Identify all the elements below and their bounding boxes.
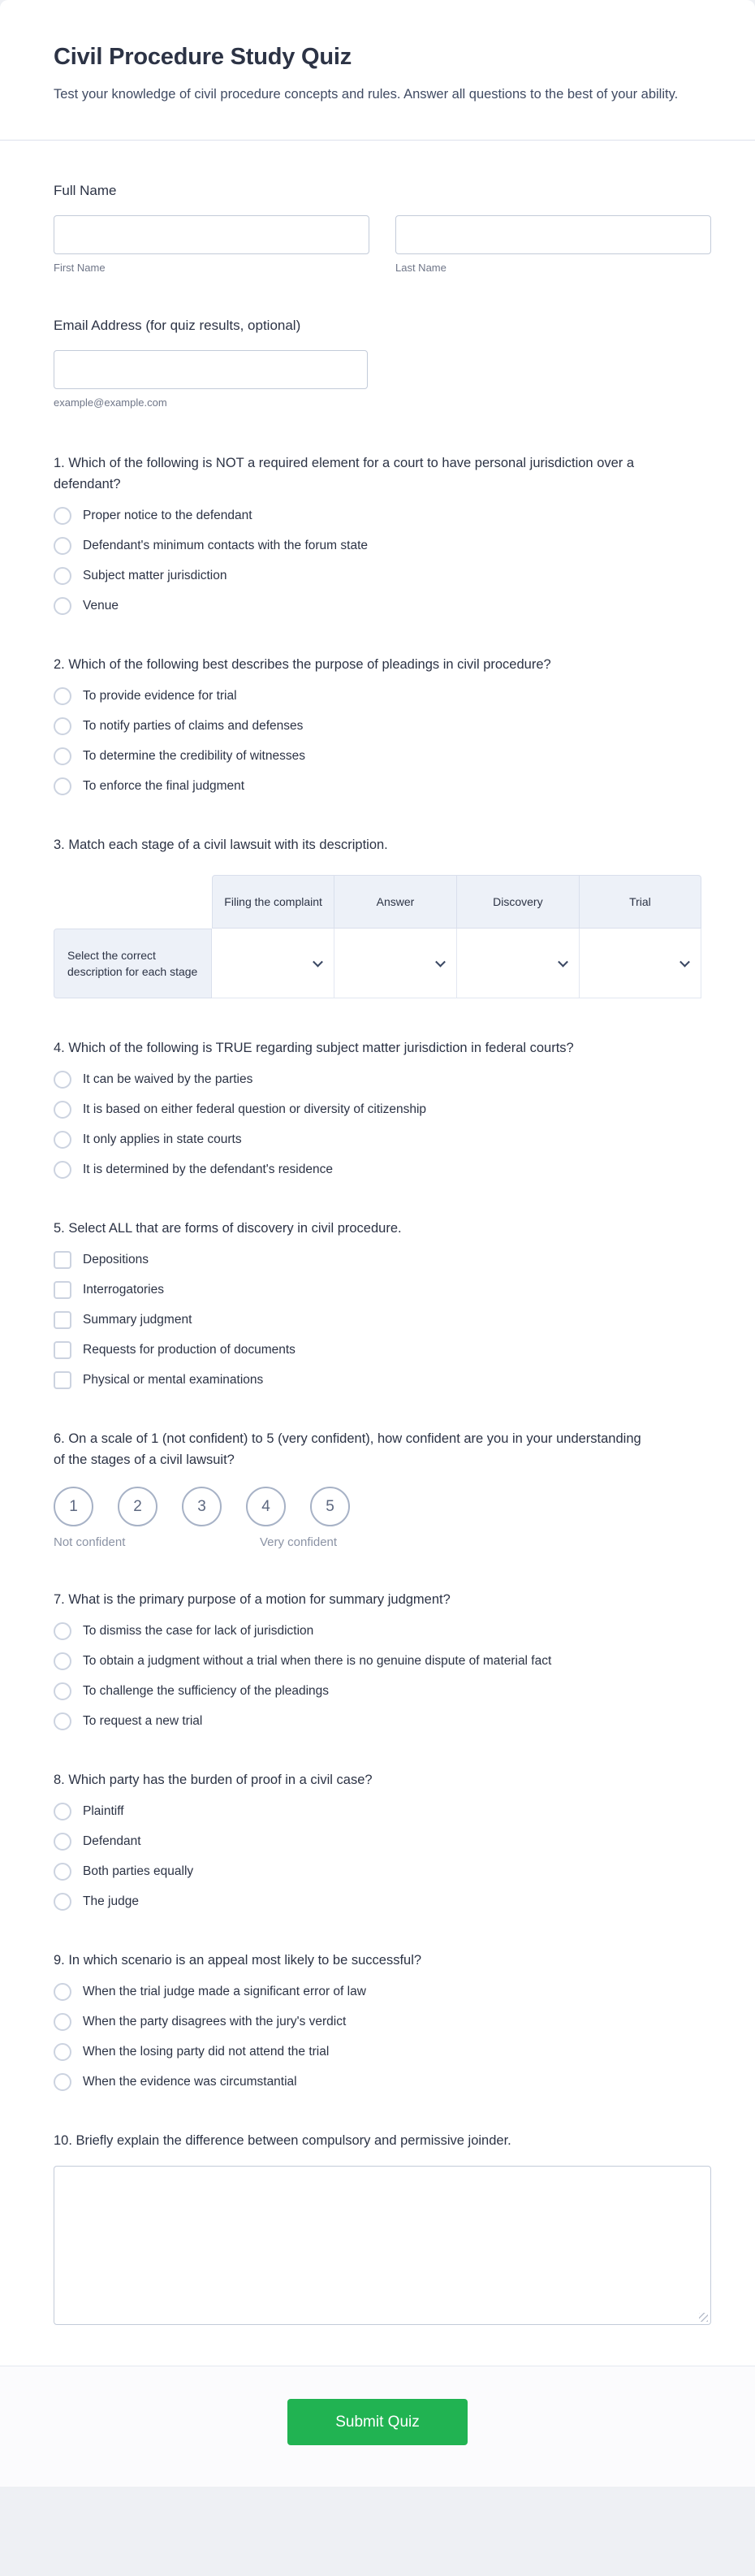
scale-max-label: Very confident (260, 1535, 338, 1549)
radio-input[interactable] (54, 1071, 71, 1089)
radio-input[interactable] (54, 2013, 71, 2031)
option-label: It can be waived by the parties (83, 1072, 253, 1086)
radio-input[interactable] (54, 1101, 71, 1119)
question-title: 5. Select ALL that are forms of discovery in civil procedure. (54, 1221, 402, 1236)
option-label: It is based on either federal question or diversity of citizenship (83, 1102, 427, 1116)
email-label: Email Address (for quiz results, optional) (54, 318, 301, 333)
email-input[interactable] (54, 350, 368, 389)
radio-option[interactable] (54, 777, 701, 795)
radio-input[interactable] (54, 1863, 71, 1881)
radio-input[interactable] (54, 1803, 71, 1821)
question-block-q9 (54, 1950, 701, 2091)
radio-option[interactable] (54, 1652, 701, 1670)
radio-input[interactable] (54, 1161, 71, 1179)
checkbox-input[interactable] (54, 1251, 71, 1269)
scale-option-3[interactable]: 3 (182, 1487, 222, 1526)
option-label: To request a new trial (83, 1714, 203, 1728)
form-body (0, 141, 755, 2366)
option-label: To enforce the final judgment (83, 779, 245, 793)
option-label: Subject matter jurisdiction (83, 569, 227, 582)
checkbox-option[interactable] (54, 1281, 701, 1299)
full-name-label: Full Name (54, 183, 117, 198)
question-block-q5 (54, 1218, 701, 1389)
radio-input[interactable] (54, 567, 71, 585)
question-title: 6. On a scale of 1 (not confident) to 5 (very confident), how confident are you in your understanding of the stages of a civil lawsuit? (54, 1431, 641, 1467)
scale-option-2[interactable]: 2 (118, 1487, 157, 1526)
checkbox-input[interactable] (54, 1341, 71, 1359)
matrix-select[interactable] (580, 929, 701, 998)
question-block-q6 (54, 1428, 701, 1550)
scale-min-label: Not confident (54, 1535, 126, 1549)
option-label: Defendant (83, 1834, 141, 1848)
option-label: Venue (83, 599, 119, 613)
checkbox-input[interactable] (54, 1311, 71, 1329)
option-label: Interrogatories (83, 1283, 164, 1297)
radio-input[interactable] (54, 1131, 71, 1149)
option-label: Defendant's minimum contacts with the forum state (83, 539, 368, 552)
submit-quiz-button[interactable]: Submit Quiz (287, 2399, 468, 2445)
radio-option[interactable] (54, 597, 701, 615)
radio-option[interactable] (54, 1622, 701, 1640)
radio-option[interactable] (54, 1712, 701, 1730)
option-label: Proper notice to the defendant (83, 509, 252, 522)
question-title: 10. Briefly explain the difference between compulsory and permissive joinder. (54, 2133, 511, 2148)
option-label: Requests for production of documents (83, 1343, 296, 1357)
radio-option[interactable] (54, 2013, 701, 2031)
option-label: To challenge the sufficiency of the pleadings (83, 1684, 330, 1698)
radio-input[interactable] (54, 1983, 71, 2001)
chevron-down-icon (558, 956, 568, 967)
radio-option[interactable] (54, 1863, 701, 1881)
field-full-name (54, 183, 701, 274)
option-label: Both parties equally (83, 1864, 194, 1878)
radio-input[interactable] (54, 1893, 71, 1911)
question-block-q10 (54, 2130, 701, 2325)
matrix-table (54, 875, 701, 998)
radio-input[interactable] (54, 1833, 71, 1851)
options-list (54, 1251, 701, 1389)
question-title: 1. Which of the following is NOT a required element for a court to have personal jurisdiction over a defendant? (54, 456, 635, 491)
options-list (54, 507, 701, 615)
radio-input[interactable] (54, 2043, 71, 2061)
radio-option[interactable] (54, 507, 701, 525)
options-list (54, 1983, 701, 2091)
matrix-column-header: Filing the complaint (212, 875, 334, 929)
option-label: When the evidence was circumstantial (83, 2075, 297, 2089)
radio-input[interactable] (54, 537, 71, 555)
options-list (54, 1622, 701, 1730)
radio-option[interactable] (54, 1161, 701, 1179)
last-name-sublabel: Last Name (395, 262, 447, 274)
scale-options (54, 1487, 701, 1526)
option-label: When the party disagrees with the jury's verdict (83, 2015, 347, 2028)
first-name-input[interactable] (54, 215, 369, 254)
radio-option[interactable] (54, 2073, 701, 2091)
option-label: When the trial judge made a significant error of law (83, 1985, 366, 1998)
name-row (54, 215, 701, 274)
questions-container (54, 452, 701, 2325)
answer-textarea[interactable] (54, 2166, 711, 2325)
email-sublabel: example@example.com (54, 396, 167, 409)
radio-input[interactable] (54, 1682, 71, 1700)
first-name-col (54, 215, 369, 274)
chevron-down-icon (435, 956, 446, 967)
radio-option[interactable] (54, 687, 701, 705)
matrix-column-header: Discovery (457, 875, 580, 929)
question-block-q8 (54, 1769, 701, 1911)
question-title: 7. What is the primary purpose of a motion for summary judgment? (54, 1592, 451, 1607)
radio-input[interactable] (54, 597, 71, 615)
chevron-down-icon (680, 956, 690, 967)
question-block-q3 (54, 834, 701, 998)
options-list (54, 687, 701, 795)
radio-option[interactable] (54, 1833, 701, 1851)
option-label: To determine the credibility of witnesses (83, 749, 305, 763)
option-label: To obtain a judgment without a trial when there is no genuine dispute of material fact (83, 1654, 552, 1668)
matrix-select[interactable] (457, 929, 580, 998)
checkbox-option[interactable] (54, 1371, 701, 1389)
last-name-col (395, 215, 711, 274)
radio-option[interactable] (54, 747, 701, 765)
radio-input[interactable] (54, 1652, 71, 1670)
radio-option[interactable] (54, 1131, 701, 1149)
question-block-q1 (54, 452, 701, 615)
form-header (0, 0, 755, 141)
question-block-q7 (54, 1589, 701, 1730)
matrix-column-header: Trial (580, 875, 701, 929)
question-title: 9. In which scenario is an appeal most likely to be successful? (54, 1953, 422, 1968)
field-email (54, 318, 701, 409)
option-label: Summary judgment (83, 1313, 192, 1327)
scale-option-1[interactable]: 1 (54, 1487, 93, 1526)
radio-input[interactable] (54, 2073, 71, 2091)
option-label: Physical or mental examinations (83, 1373, 264, 1387)
option-label: Depositions (83, 1253, 149, 1266)
page-subtitle: Test your knowledge of civil procedure concepts and rules. Answer all questions to the best of your ability. (54, 87, 679, 102)
option-label: When the losing party did not attend the trial (83, 2045, 330, 2059)
options-list (54, 1803, 701, 1911)
radio-input[interactable] (54, 507, 71, 525)
radio-input[interactable] (54, 1622, 71, 1640)
radio-option[interactable] (54, 717, 701, 735)
radio-option[interactable] (54, 1803, 701, 1821)
option-label: It only applies in state courts (83, 1132, 242, 1146)
matrix-select[interactable] (334, 929, 457, 998)
form-footer (0, 2366, 755, 2487)
matrix-select[interactable] (212, 929, 334, 998)
option-label: To notify parties of claims and defenses (83, 719, 304, 733)
question-title: 3. Match each stage of a civil lawsuit with its description. (54, 838, 388, 852)
question-title: 8. Which party has the burden of proof in a civil case? (54, 1773, 373, 1787)
checkbox-input[interactable] (54, 1371, 71, 1389)
option-label: To dismiss the case for lack of jurisdiction (83, 1624, 314, 1638)
radio-option[interactable] (54, 1682, 701, 1700)
radio-option[interactable] (54, 2043, 701, 2061)
question-title: 4. Which of the following is TRUE regarding subject matter jurisdiction in federal courts? (54, 1041, 574, 1055)
matrix-column-header: Answer (334, 875, 457, 929)
chevron-down-icon (313, 956, 323, 967)
option-label: It is determined by the defendant's residence (83, 1162, 333, 1176)
textarea-wrap (54, 2166, 711, 2325)
option-label: To provide evidence for trial (83, 689, 237, 703)
scale-option-5[interactable]: 5 (310, 1487, 350, 1526)
radio-input[interactable] (54, 687, 71, 705)
radio-option[interactable] (54, 537, 701, 555)
question-title: 2. Which of the following best describes the purpose of pleadings in civil procedure? (54, 657, 551, 672)
question-block-q4 (54, 1037, 701, 1179)
checkbox-option[interactable] (54, 1311, 701, 1329)
option-label: The judge (83, 1894, 139, 1908)
radio-input[interactable] (54, 777, 71, 795)
radio-option[interactable] (54, 1071, 701, 1089)
option-label: Plaintiff (83, 1804, 124, 1818)
radio-option[interactable] (54, 1101, 701, 1119)
page-title: Civil Procedure Study Quiz (54, 44, 352, 70)
radio-input[interactable] (54, 747, 71, 765)
radio-option[interactable] (54, 1983, 701, 2001)
checkbox-option[interactable] (54, 1251, 701, 1269)
options-list (54, 1071, 701, 1179)
checkbox-option[interactable] (54, 1341, 701, 1359)
scale-labels (54, 1535, 701, 1550)
scale-option-4[interactable]: 4 (246, 1487, 286, 1526)
matrix-row-header: Select the correct description for each stage (54, 929, 212, 998)
checkbox-input[interactable] (54, 1281, 71, 1299)
matrix-corner-cell (54, 875, 212, 929)
radio-option[interactable] (54, 567, 701, 585)
question-block-q2 (54, 654, 701, 795)
radio-option[interactable] (54, 1893, 701, 1911)
first-name-sublabel: First Name (54, 262, 106, 274)
radio-input[interactable] (54, 717, 71, 735)
last-name-input[interactable] (395, 215, 711, 254)
radio-input[interactable] (54, 1712, 71, 1730)
